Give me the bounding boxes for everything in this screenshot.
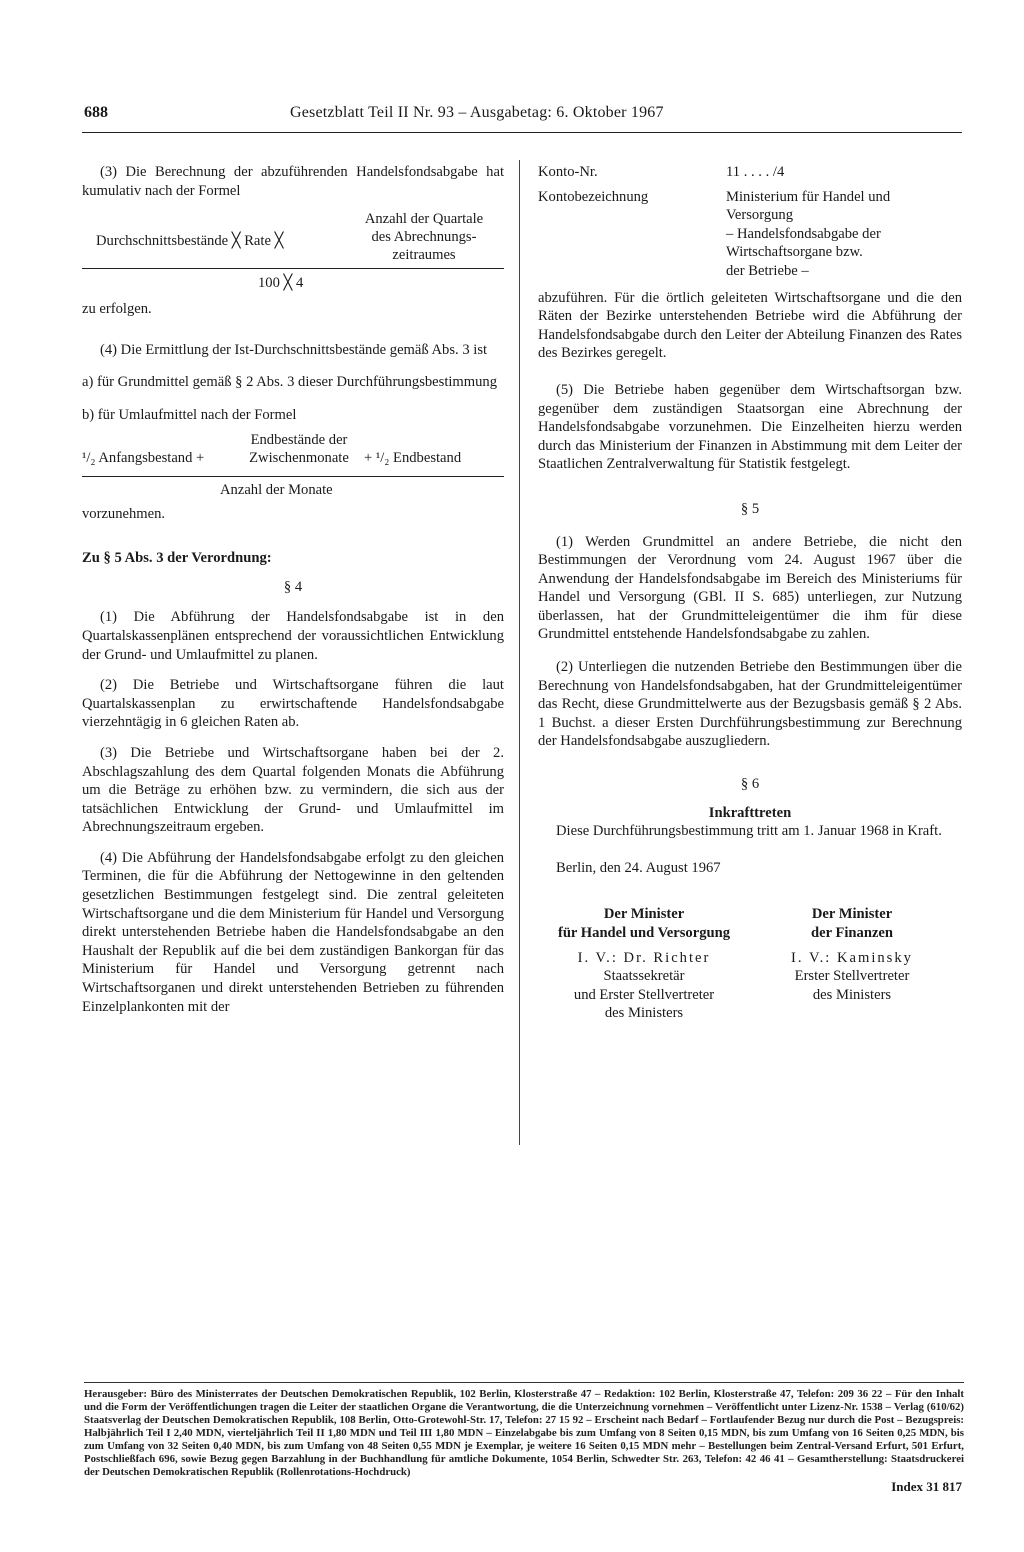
formula1-denominator: 100 ╳ 4 bbox=[258, 275, 304, 292]
formula1-left: Durchschnittsbestände ╳ Rate ╳ bbox=[96, 233, 284, 250]
signatory-title-line1: Der Minister bbox=[603, 906, 685, 923]
account-title-line5: der Betriebe – bbox=[726, 262, 809, 279]
signature-block-finance bbox=[762, 905, 942, 1023]
fraction-bar bbox=[82, 268, 504, 269]
formula1-right-line1: Anzahl der Quartale bbox=[364, 211, 484, 228]
formula2-denominator: Anzahl der Monate bbox=[220, 481, 333, 498]
formula-current-assets bbox=[82, 431, 504, 498]
section4-para1: (1) Die Abführung der Handelsfondsabgabe ist in den Quartalskassenplänen entsprechend der voraussichtlichen Entwicklung der Grund- und Umlaufmittel zu planen. bbox=[82, 609, 504, 663]
account-number-value: 11 . . . . /4 bbox=[726, 164, 785, 180]
paragraph-4a: a) für Grundmittel gemäß § 2 Abs. 3 dieser Durchführungsbestimmung bbox=[82, 374, 498, 391]
signatory-name: I. V.: Dr. Richter bbox=[577, 949, 711, 966]
paragraph-6-title: Inkrafttreten bbox=[708, 804, 792, 821]
imprint-rule bbox=[84, 1382, 964, 1383]
paragraph-5: (5) Die Betriebe haben gegenüber dem Wirtschaftsorgan bzw. gegenüber dem zuständigen Staatsorgan eine Abrechnung der Handelsfondsabgabe vorzunehmen. Die Einzelheiten hierzu werden durch das Ministerium der Finanzen in Abstimmung mit dem Leiter der Staatlichen Zentralverwaltung für Statistik festgelegt. bbox=[538, 381, 962, 473]
signatory-name: I. V.: Kaminsky bbox=[791, 949, 913, 966]
signatures bbox=[538, 905, 962, 1023]
formula-quarterly bbox=[82, 210, 504, 292]
account-info bbox=[538, 163, 962, 281]
paragraph-sign-6: § 6 bbox=[740, 776, 760, 793]
formula1-right-line3: zeitraumes bbox=[392, 247, 456, 264]
formula1-right-line2: des Abrechnungs- bbox=[371, 229, 477, 246]
account-title-label: Kontobezeichnung bbox=[538, 188, 649, 205]
signatory-role-line1: Staatssekretär bbox=[603, 968, 685, 985]
paragraph-sign-5: § 5 bbox=[740, 500, 760, 517]
paragraph-abfuehren: abzuführen. Für die örtlich geleiteten Wirtschaftsorgane und die den Räten der Bezirke unterstehenden Betriebe wird die Abführung der Handelsfondsabgabe durch den Leiter der Abteilung Finanzen des Rates des Bezirkes geregelt. bbox=[538, 289, 962, 362]
paragraph-3: (3) Die Berechnung der abzuführenden Handelsfondsabgabe hat kumulativ nach der Formel bbox=[82, 164, 504, 199]
formula2-part-b-line2: Zwischenmonate bbox=[249, 449, 349, 466]
column-divider bbox=[519, 160, 520, 1145]
signature-block-trade bbox=[538, 905, 750, 1023]
section4-para3: (3) Die Betriebe und Wirtschaftsorgane haben bei der 2. Abschlagszahlung des dem Quartal folgenden Monats die Abführung um die Beträge zu erhöhen bzw. zu vermindern, die sich aus der tatsächlichen Entwicklung der Grund- und Umlaufmittel im Abrechnungszeitraum ergeben. bbox=[82, 744, 504, 836]
left-column bbox=[82, 163, 504, 1016]
formula2-part-b bbox=[240, 431, 358, 467]
page-number: 688 bbox=[84, 104, 108, 121]
section5-para2: (2) Unterliegen die nutzenden Betriebe den Bestimmungen über die Berechnung von Handelsfondsabgaben, hat der Grundmitteleigentümer das Recht, diese Grundmittelwerte aus der Bezugsbasis gemäß § 2 Abs. 1 Buchst. a dieser Ersten Durchführungsbestimmung zur Berechnung der Handelsfondsabgabe auszugliedern. bbox=[538, 659, 962, 750]
formula2-part-a: ¹/₂ Anfangsbestand + bbox=[82, 449, 205, 466]
text-after-formula2: vorzunehmen. bbox=[82, 505, 166, 522]
formula1-right bbox=[344, 210, 504, 264]
paragraph-sign-4: § 4 bbox=[283, 578, 303, 595]
text-after-formula1: zu erfolgen. bbox=[82, 301, 152, 318]
signatory-title-line1: Der Minister bbox=[811, 906, 893, 923]
imprint: Herausgeber: Büro des Ministerrates der Deutschen Demokratischen Republik, 102 Berlin, Klosterstraße 47 – Redaktion: 102 Berlin, Klosterstraße 47, Telefon: 209 36 22 – Für den Inhalt und die Form der Veröffentlichungen tragen die Leiter der staatlichen Organe die Verantwortung, die die Unterzeichnung vornehmen – Veröffentlicht unter Lizenz-Nr. 1538 – Verlag (610/62) Staatsverlag der Deutschen Demokratischen Republik, 108 Berlin, Otto-Grotewohl-Str. 17, Telefon: 27 15 92 – Erscheint nach Bedarf – Fortlaufender Bezug nur durch die Post – Bezugspreis: Halbjährlich Teil I 2,40 MDN, vierteljährlich Teil II 1,80 MDN und Teil III 1,80 MDN – Einzelabgabe bis zum Umfang von 8 Seiten 0,15 MDN, bis zum Umfang von 16 Seiten 0,25 MDN, bis zum Umfang von 32 Seiten 0,40 MDN, bis zum Umfang von 48 Seiten 0,55 MDN je Exemplar, je weitere 16 Seiten 0,15 MDN mehr – Bestellungen beim Zentral-Versand Erfurt, 501 Erfurt, Postschließfach 696, sowie Bezug gegen Barzahlung in der Buchhandlung für amtliche Dokumente, 1054 Berlin, Schwedter Str. 263, Telefon: 42 46 41 – Gesamtherstellung: Staatsdruckerei der Deutschen Demokratischen Republik (Rollenrotations-Hochdruck) bbox=[84, 1388, 964, 1478]
header-rule bbox=[82, 132, 962, 133]
account-title-line3: – Handelsfondsabgabe der bbox=[726, 225, 881, 242]
account-title-value bbox=[726, 188, 962, 281]
place-date: Berlin, den 24. August 1967 bbox=[556, 859, 721, 876]
section6-text: Diese Durchführungsbestimmung tritt am 1. Januar 1968 in Kraft. bbox=[556, 823, 942, 840]
signatory-title-line2: für Handel und Versorgung bbox=[557, 925, 731, 941]
fraction-bar bbox=[82, 476, 504, 477]
formula2-part-b-line1: Endbestände der bbox=[250, 431, 348, 448]
paragraph-4: (4) Die Ermittlung der Ist-Durchschnittsbestände gemäß Abs. 3 ist bbox=[100, 341, 488, 358]
section5-para1: (1) Werden Grundmittel an andere Betriebe, die nicht den Bestimmungen der Verordnung vom 24. August 1967 über die Anwendung der Handelsfondsabgabe im Bereich des Ministeriums für Handel und Versorgung (GBl. II S. 685) unterliegen, zur Nutzung überlassen, hat der Grundmitteleigentümer die ihm für diese Grundmittel entstehende Handelsfondsabgabe zu zahlen. bbox=[538, 533, 962, 643]
signatory-role-line3: des Ministers bbox=[604, 1005, 684, 1022]
account-title-line4: Wirtschaftsorgane bzw. bbox=[726, 244, 863, 261]
account-title-line2: Versorgung bbox=[726, 207, 794, 224]
signatory-role-line2: des Ministers bbox=[812, 986, 892, 1003]
formula2-part-c: + ¹/₂ Endbestand bbox=[364, 449, 462, 466]
right-column bbox=[538, 163, 962, 1023]
running-head: Gesetzblatt Teil II Nr. 93 – Ausgabetag: 6. Oktober 1967 bbox=[290, 104, 664, 121]
paragraph-4b: b) für Umlaufmittel nach der Formel bbox=[82, 406, 297, 423]
signatory-role-line1: Erster Stellvertreter bbox=[794, 968, 910, 985]
section4-para4: (4) Die Abführung der Handelsfondsabgabe erfolgt zu den gleichen Terminen, die für die Abführung der Nettogewinne in den geltenden gesetzlichen Bestimmungen festgelegt sind. Die zentral geleiteten Wirtschaftsorgane und die dem Ministerium für Handel und Versorgung direkt unterstehenden Betriebe haben die Handelsfondsabgabe an den Haushalt der Republik auf die bei dem zuständigen Bankorgan für das Ministerium für Handel und Versorgung getrennt nach Wirtschaftsorganen und direkt unterstehenden Betrieben zu führenden Einzelplankonten mit der bbox=[82, 849, 504, 1015]
signatory-role-line2: und Erster Stellvertreter bbox=[573, 986, 715, 1003]
section4-para2: (2) Die Betriebe und Wirtschaftsorgane führen die laut Quartalskassenplan zu erwirtschaftende Handelsfondsabgabe vierzehntägig in 6 gleichen Raten ab. bbox=[82, 677, 504, 731]
account-number-label: Konto-Nr. bbox=[538, 164, 598, 180]
account-title-line1: Ministerium für Handel und bbox=[726, 188, 891, 205]
index-number: Index 31 817 bbox=[891, 1479, 962, 1494]
section-heading: Zu § 5 Abs. 3 der Verordnung: bbox=[82, 550, 272, 567]
signatory-title-line2: der Finanzen bbox=[810, 925, 894, 941]
